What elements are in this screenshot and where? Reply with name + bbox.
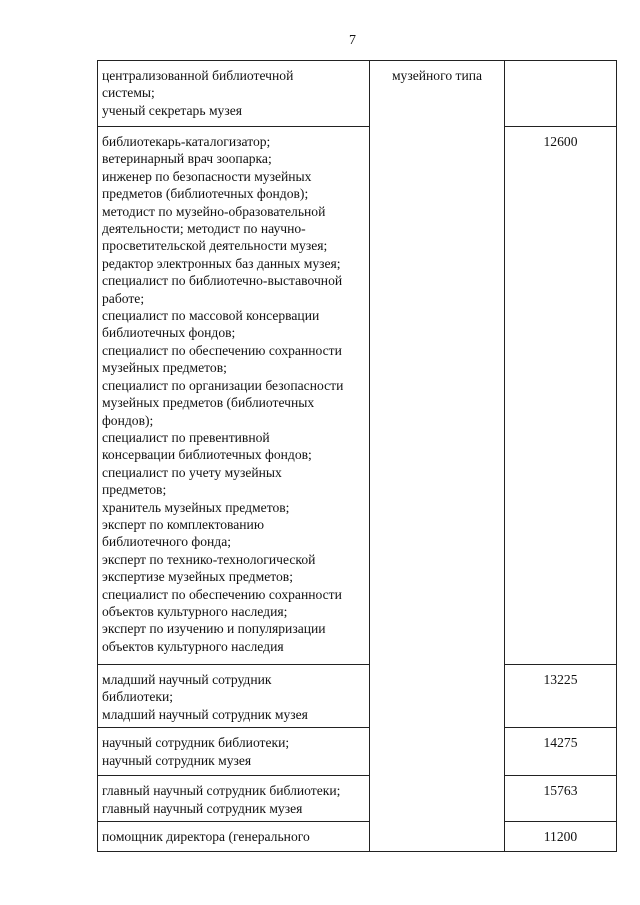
page-number: 7 — [349, 33, 356, 48]
position-line: хранитель музейных предметов; — [102, 499, 290, 515]
position-line: объектов культурного наследия — [102, 638, 284, 654]
salary-cell — [505, 127, 617, 665]
salary-cell — [505, 61, 617, 127]
salary-table — [97, 60, 617, 852]
position-line: централизованной библиотечной — [102, 68, 294, 83]
salary-value: 15763 — [543, 783, 578, 799]
position-line: работе; — [102, 290, 145, 306]
positions-cell — [98, 728, 370, 776]
position-line: библиотекарь-каталогизатор; — [102, 134, 271, 149]
table-row — [98, 728, 617, 776]
position-line: инженер по безопасности музейных — [102, 168, 312, 184]
position-line: специалист по превентивной — [102, 429, 270, 445]
position-line: консервации библиотечных фондов; — [102, 447, 312, 463]
salary-value: 11200 — [543, 829, 578, 845]
positions-cell — [98, 822, 370, 852]
table-row — [98, 61, 617, 127]
position-line: специалист по массовой консервации — [102, 308, 320, 324]
position-line: предметов; — [102, 482, 167, 498]
table-row — [98, 127, 617, 665]
positions-cell — [98, 665, 370, 728]
position-line: методист по музейно-образовательной — [102, 203, 326, 219]
position-line: музейных предметов; — [102, 360, 227, 376]
position-line: просветительской деятельности музея; — [102, 238, 328, 254]
position-line: библиотечных фондов; — [102, 325, 236, 341]
position-line: предметов (библиотечных фондов); — [102, 186, 309, 202]
position-line: младший научный сотрудник музея — [102, 706, 308, 722]
position-line: объектов культурного наследия; — [102, 603, 288, 619]
table-row — [98, 822, 617, 852]
salary-cell — [505, 665, 617, 728]
position-line: младший научный сотрудник — [102, 672, 272, 687]
qualification-group-cell — [370, 61, 505, 852]
position-line: специалист по учету музейных — [102, 464, 282, 480]
position-line: научный сотрудник музея — [102, 752, 252, 768]
salary-value: 14275 — [543, 735, 578, 751]
position-line: эксперт по комплектованию — [102, 516, 264, 532]
salary-cell — [505, 728, 617, 776]
position-line: библиотеки; — [102, 689, 174, 705]
position-line: музейных предметов (библиотечных — [102, 395, 315, 411]
position-line: специалист по библиотечно-выставочной — [102, 273, 343, 289]
position-line: помощник директора (генерального — [102, 829, 310, 845]
salary-value: 12600 — [543, 134, 578, 149]
salary-value: 13225 — [543, 672, 578, 687]
positions-cell — [98, 776, 370, 822]
position-line: ветеринарный врач зоопарка; — [102, 151, 272, 167]
position-line: специалист по организации безопасности — [102, 377, 344, 393]
positions-cell — [98, 127, 370, 665]
qualification-group-label: музейного типа — [391, 68, 483, 83]
position-line: редактор электронных баз данных музея; — [102, 255, 341, 271]
position-line: ученый секретарь музея — [102, 102, 243, 118]
table-row — [98, 776, 617, 822]
position-line: деятельности; методист по научно- — [102, 221, 306, 237]
position-line: фондов); — [102, 412, 154, 428]
position-line: системы; — [102, 85, 155, 101]
position-line: библиотечного фонда; — [102, 534, 232, 550]
salary-cell — [505, 776, 617, 822]
position-line: эксперт по изучению и популяризации — [102, 621, 326, 637]
position-line: главный научный сотрудник музея — [102, 800, 303, 816]
positions-cell — [98, 61, 370, 127]
position-line: специалист по обеспечению сохранности — [102, 586, 342, 602]
salary-cell — [505, 822, 617, 852]
position-line: научный сотрудник библиотеки; — [102, 735, 290, 751]
position-line: специалист по обеспечению сохранности — [102, 342, 342, 358]
position-line: главный научный сотрудник библиотеки; — [102, 783, 341, 799]
position-line: экспертизе музейных предметов; — [102, 569, 293, 585]
table-row — [98, 665, 617, 728]
position-line: эксперт по технико-технологической — [102, 551, 316, 567]
